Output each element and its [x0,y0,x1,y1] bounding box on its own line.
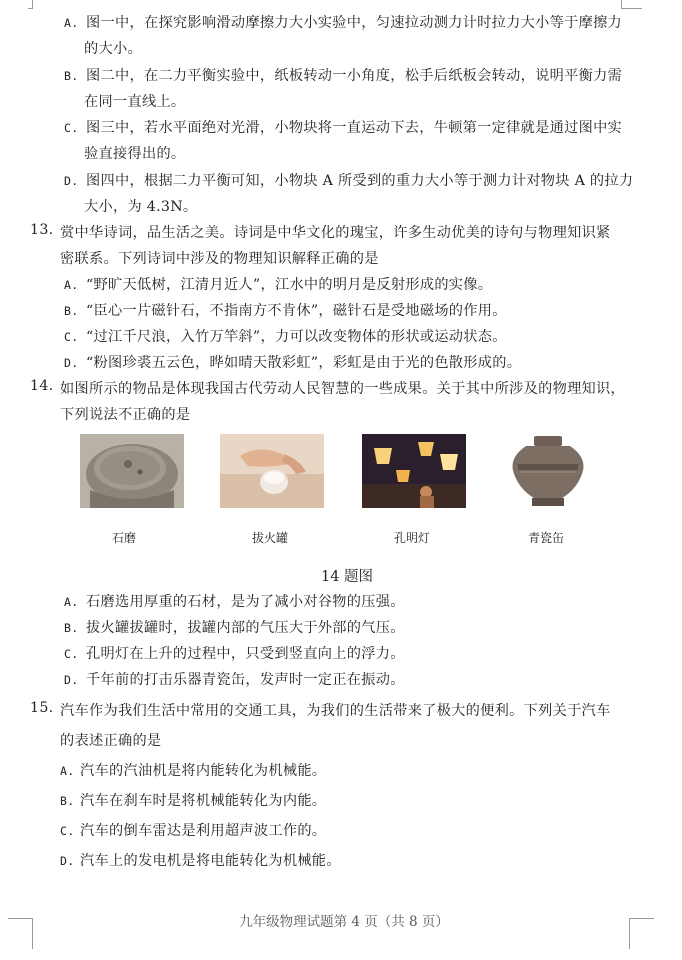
q14-option-d [64,669,405,689]
option-text: “过江千尺浪，入竹万竿斜”，力可以改变物体的形状或运动状态。 [86,329,507,345]
caption-celadon-fou: 青瓷缶 [527,531,564,545]
option-letter: C. [64,647,79,661]
option-text: “野旷天低树，江清月近人”，江水中的明月是反射形成的实像。 [86,277,493,293]
option-text: 汽车上的发电机是将电能转化为机械能。 [80,853,341,869]
q13-stem-line1: 赏中华诗词，品生活之美。诗词是中华文化的瑰宝，许多生动优美的诗句与物理知识紧 [60,225,611,241]
q13-number: 13. [30,222,54,238]
caption-sky-lantern: 孔明灯 [393,531,430,545]
q13-option-a [64,274,492,294]
option-letter: A. [64,16,79,30]
q14-option-a [64,591,405,611]
q14-option-b [64,617,405,637]
crop-mark-top-right [621,0,642,9]
page-footer: 九年级物理试题第 4 页（共 8 页） [239,914,449,930]
celadon-fou-image [496,434,600,508]
q15-stem-line1: 汽车作为我们生活中常用的交通工具，为我们的生活带来了极大的便利。下列关于汽车 [60,703,611,719]
option-text: 拔火罐拔罐时，拔罐内部的气压大于外部的气压。 [86,620,405,636]
option-letter: B. [60,794,75,808]
option-text: 汽车的汽油机是将内能转化为机械能。 [80,763,327,779]
option-text: “臣心一片磁针石，不指南方不肯休”，磁针石是受地磁场的作用。 [86,303,507,319]
q14-number: 14. [30,378,54,394]
q15-option-b [60,790,326,810]
option-letter: D. [64,356,79,370]
sky-lantern-image [362,434,466,508]
option-letter: B. [64,69,79,83]
q13-option-b [64,300,507,320]
q12-option-b-cont: 在同一直线上。 [84,94,186,110]
option-text: 图三中，若水平面绝对光滑，小物块将一直运动下去，牛顿第一定律就是通过图中实 [86,120,623,136]
fire-cupping-image [220,434,324,508]
q15-option-d [60,850,341,870]
option-letter: A. [60,764,75,778]
option-letter: D. [64,174,79,188]
option-text: 图一中，在探究影响滑动摩擦力大小实验中，匀速拉动测力计时拉力大小等于摩擦力 [86,15,623,31]
option-letter: B. [64,621,79,635]
option-text: 汽车的倒车雷达是利用超声波工作的。 [80,823,327,839]
q13-stem-line2: 密联系。下列诗词中涉及的物理知识解释正确的是 [60,251,379,267]
q12-option-d [64,170,633,190]
option-text: 孔明灯在上升的过程中，只受到竖直向上的浮力。 [86,646,405,662]
q14-stem-line2: 下列说法不正确的是 [60,407,191,423]
option-text: 图二中，在二力平衡实验中，纸板转动一小角度，松手后纸板会转动，说明平衡力需 [86,68,623,84]
option-text: 汽车在刹车时是将机械能转化为内能。 [80,793,327,809]
q12-option-d-cont: 大小，为 4.3N。 [84,199,198,215]
caption-stone-mill: 石磨 [111,531,136,545]
stone-mill-image [80,434,184,508]
option-letter: A. [64,595,79,609]
q15-stem-line2: 的表述正确的是 [60,733,162,749]
q12-option-a-cont: 的大小。 [84,41,142,57]
q15-number: 15. [30,700,54,716]
q13-option-c [64,326,507,346]
option-letter: C. [60,824,75,838]
option-text: 千年前的打击乐器青瓷缶，发声时一定正在振动。 [86,672,405,688]
figure-title: 14 题图 [320,569,374,585]
option-text: 图四中，根据二力平衡可知，小物块 A 所受到的重力大小等于测力计对物块 A 的拉力 [86,173,634,189]
q12-option-c-cont: 验直接得出的。 [84,146,186,162]
caption-fire-cupping: 拔火罐 [251,531,288,545]
q14-stem-line1: 如图所示的物品是体现我国古代劳动人民智慧的一些成果。关于其中所涉及的物理知识， [60,381,626,397]
q13-option-d [64,352,521,372]
option-letter: C. [64,121,79,135]
q12-option-a [64,12,622,32]
crop-mark-top-left [28,0,33,9]
q14-option-c [64,643,405,663]
q15-option-a [60,760,326,780]
q15-option-c [60,820,326,840]
option-letter: C. [64,330,79,344]
option-letter: D. [60,854,75,868]
option-letter: A. [64,278,79,292]
q12-option-b [64,65,622,85]
option-text: “粉图珍裘五云色，晔如晴天散彩虹”，彩虹是由于光的色散形成的。 [86,355,522,371]
q12-option-c [64,117,622,137]
option-letter: B. [64,304,79,318]
option-letter: D. [64,673,79,687]
option-text: 石磨选用厚重的石材，是为了减小对谷物的压强。 [86,594,405,610]
